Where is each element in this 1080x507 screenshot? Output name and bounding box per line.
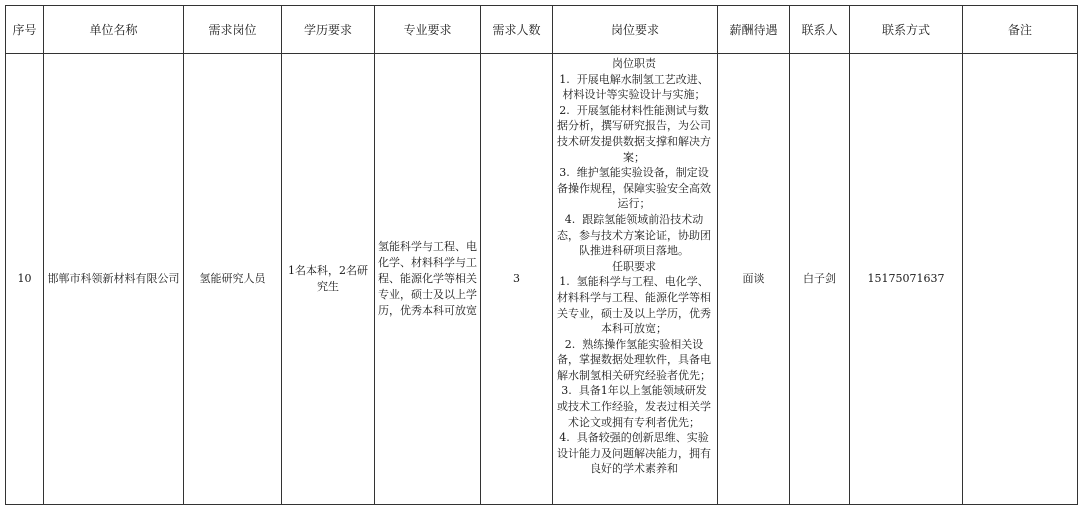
cell-position: 氢能研究人员	[184, 54, 282, 505]
cell-requirements	[553, 54, 718, 505]
job-table	[5, 5, 1078, 505]
cell-seq: 10	[6, 54, 44, 505]
header-requirements: 岗位要求	[553, 6, 718, 54]
requirement-line: 1. 氢能科学与工程、电化学、材料科学与工程、能源化学等相关专业，硕士及以上学历，优秀本科可放宽；	[557, 275, 711, 336]
cell-education: 1名本科，2名研究生	[282, 54, 375, 505]
header-row	[6, 6, 1078, 54]
header-count: 需求人数	[481, 6, 553, 54]
requirement-line: 4. 具备较强的创新思维、实验设计能力及问题解决能力，拥有良好的学术素养和	[557, 431, 711, 476]
header-major: 专业要求	[375, 6, 481, 54]
requirements-list	[553, 54, 717, 504]
cell-contact: 白子剑	[790, 54, 850, 505]
requirement-line: 任职要求	[612, 259, 656, 273]
table-row	[6, 54, 1078, 505]
header-notes: 备注	[963, 6, 1078, 54]
header-salary: 薪酬待遇	[718, 6, 790, 54]
cell-phone: 15175071637	[850, 54, 963, 505]
requirement-line: 4. 跟踪氢能领域前沿技术动态，参与技术方案论证，协助团队推进科研项目落地。	[557, 212, 711, 258]
cell-major: 氢能科学与工程、电化学、材料科学与工程、能源化学等相关专业，硕士及以上学历，优秀本科可放宽	[375, 54, 481, 505]
requirement-line: 3. 维护氢能实验设备，制定设备操作规程，保障实验安全高效运行；	[557, 166, 711, 211]
header-unit: 单位名称	[44, 6, 184, 54]
header-position: 需求岗位	[184, 6, 282, 54]
requirement-line: 2. 开展氢能材料性能测试与数据分析，撰写研究报告，为公司技术研发提供数据支撑和解决方案；	[557, 103, 711, 164]
cell-salary: 面谈	[718, 54, 790, 505]
cell-count: 3	[481, 54, 553, 505]
requirement-line: 2. 熟练操作氢能实验相关设备，掌握数据处理软件，具备电解水制氢相关研究经验者优先；	[557, 337, 711, 382]
cell-notes	[963, 54, 1078, 505]
header-seq: 序号	[6, 6, 44, 54]
header-education: 学历要求	[282, 6, 375, 54]
requirement-line: 岗位职责	[612, 57, 656, 70]
cell-unit: 邯郸市科领新材料有限公司	[44, 54, 184, 505]
header-phone: 联系方式	[850, 6, 963, 54]
header-contact: 联系人	[790, 6, 850, 54]
requirement-line: 3. 具备1年以上氢能领域研发或技术工作经验，发表过相关学术论文或拥有专利者优先；	[557, 384, 711, 429]
requirement-line: 1. 开展电解水制氢工艺改进、材料设计等实验设计与实施；	[559, 72, 709, 102]
